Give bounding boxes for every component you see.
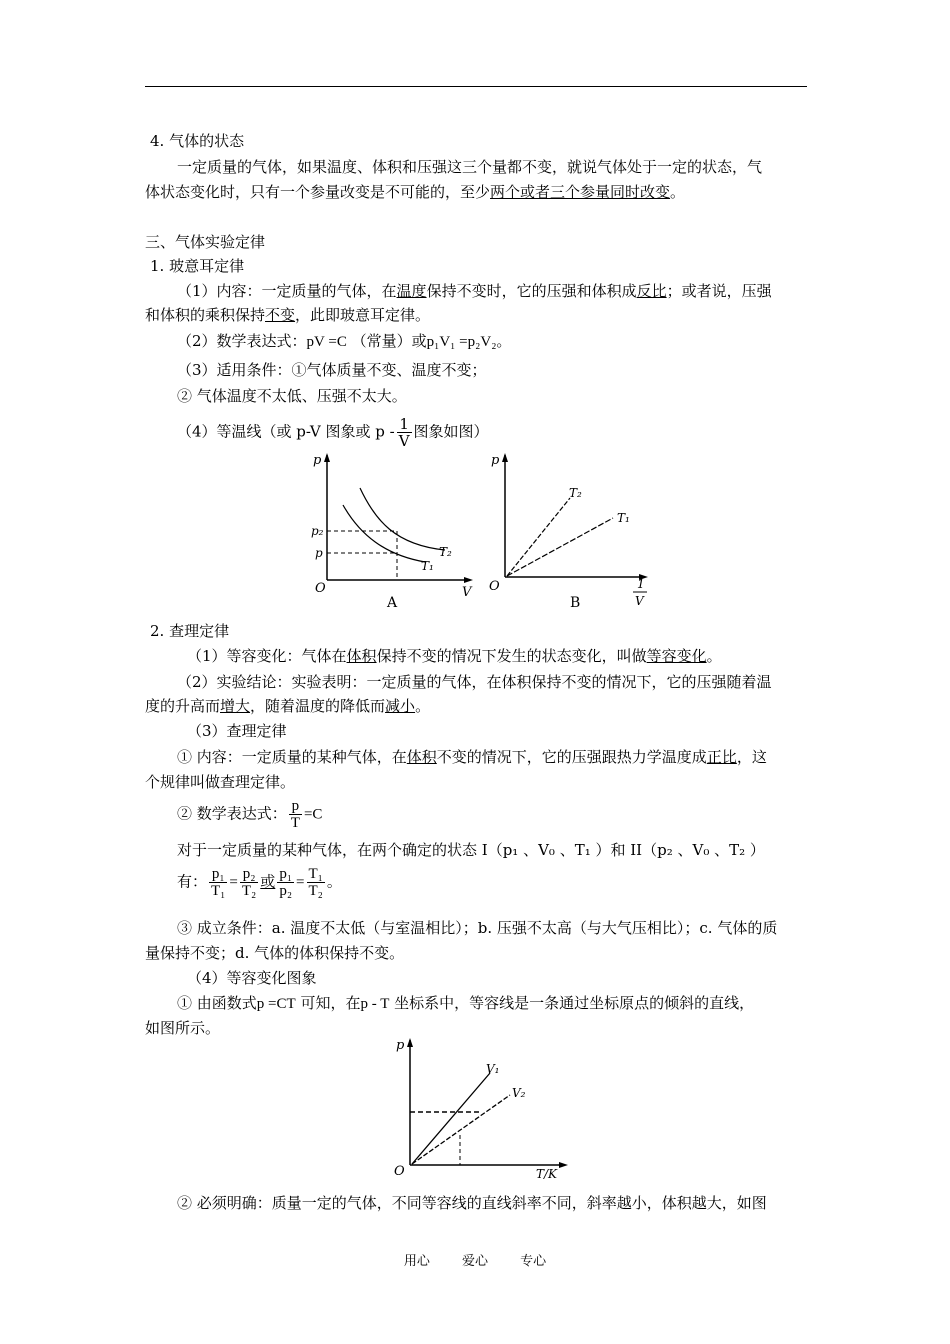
- boyle-title: 1. 玻意耳定律: [150, 257, 245, 275]
- figure-b-isotherms: [485, 450, 660, 615]
- charles-content-2: 个规律叫做查理定律。: [145, 773, 296, 791]
- boyle-formula-line: （2）数学表达式：pV =C （常量）或p₁V₁ =p₂V₂。: [177, 332, 512, 350]
- boyle-line-1: （1）内容：一定质量的气体，在温度保持不变时，它的压强和体积成反比；或者说，压强: [177, 282, 772, 300]
- charles-line-3: 度的升高而增大，随着温度的降低而减小。: [145, 697, 431, 715]
- boyle-conditions-2: ② 气体温度不太低、压强不太大。: [177, 387, 407, 405]
- header-rule: [145, 86, 807, 87]
- fig-c-origin: O: [394, 1164, 405, 1179]
- fig-b-y-label: p: [491, 453, 500, 468]
- footer-item: 爱心: [461, 1254, 488, 1269]
- fig-a-x-label: V: [462, 585, 472, 600]
- fig-b-caption: B: [570, 595, 581, 611]
- fig-c-v1: V₁: [486, 1062, 500, 1076]
- charles-ratio-formula: 有： $\frac{\text{p₁}}{\text{T₁}}$ = $\frac{\text{p₂}}{\text{T₂}}$ 或 $\frac{\text{p₁}}{\text{p₂}}$ = $\frac{\text{T₁}}{\text{T₂}}$ 。: [177, 866, 342, 899]
- figure-a-isotherms: [305, 450, 480, 615]
- charles-conditions-2: 量保持不变；d. 气体的体积保持不变。: [145, 944, 405, 962]
- fig-b-x-den: V: [635, 594, 644, 608]
- section-4-title: 4. 气体的状态: [150, 132, 245, 150]
- fig-b-origin: O: [489, 579, 500, 594]
- fig-a-t2: T₂: [439, 545, 452, 559]
- fig-c-x-label: T/K: [536, 1167, 558, 1181]
- isochore-line-1: ① 由函数式p =CT 可知，在p - T 坐标系中，等容线是一条通过坐标原点的倾斜的直线，: [177, 994, 755, 1012]
- charles-conditions-1: ③ 成立条件：a. 温度不太低（与室温相比）；b. 压强不太高（与大气压相比）；c. 气体的质: [177, 919, 778, 937]
- fig-b-t1: T₁: [617, 511, 630, 525]
- fig-a-origin: O: [315, 581, 326, 596]
- charles-line-2: （2）实验结论：实验表明：一定质量的气体，在体积保持不变的情况下，它的压强随着温: [177, 673, 772, 691]
- boyle-isotherm-line: （4）等温线（或 p-V 图象或 p - $\frac{1}{V}$ 图象如图）: [177, 415, 489, 450]
- boyle-conditions: （3）适用条件：①气体质量不变、温度不变；: [177, 361, 487, 379]
- s4-line-1: 一定质量的气体，如果温度、体积和压强这三个量都不变，就说气体处于一定的状态，气: [177, 158, 763, 176]
- charles-two-states: 对于一定质量的某种气体，在两个确定的状态 I（p₁ 、V₀ 、T₁ ）和 II（p₂ 、V₀ 、T₂ ）: [177, 841, 765, 859]
- charles-title: 2. 查理定律: [150, 622, 230, 640]
- isochore-line-2: 如图所示。: [145, 1019, 221, 1037]
- footer-item: 专心: [520, 1254, 547, 1269]
- s4-line-2: 体状态变化时，只有一个参量改变是不可能的，至少两个或者三个参量同时改变。: [145, 183, 686, 201]
- fig-b-x-num: 1: [637, 577, 645, 591]
- isochore-heading: （4）等容变化图象: [187, 969, 317, 987]
- section-3-title: 三、气体实验定律: [145, 233, 266, 251]
- fig-c-v2: V₂: [512, 1086, 526, 1100]
- fig-b-t2: T₂: [569, 486, 582, 500]
- fig-a-p: p: [315, 546, 323, 560]
- figure-c-isochores: [390, 1035, 580, 1185]
- fig-a-t1: T₁: [421, 559, 434, 573]
- fig-c-y-label: p: [396, 1038, 405, 1053]
- charles-content-1: ① 内容：一定质量的某种气体，在体积不变的情况下，它的压强跟热力学温度成正比，这: [177, 748, 767, 766]
- boyle-line-2: 和体积的乘积保持不变，此即玻意耳定律。: [145, 306, 431, 324]
- charles-line-1: （1）等容变化：气体在体积保持不变的情况下发生的状态变化，叫做等容变化。: [187, 647, 722, 665]
- footer-item: 用心: [403, 1254, 430, 1269]
- isochore-line-3: ② 必须明确：质量一定的气体，不同等容线的直线斜率不同，斜率越小，体积越大，如图: [177, 1194, 767, 1212]
- fig-a-p2: p₂: [311, 524, 324, 538]
- charles-law-heading: （3）查理定律: [187, 722, 287, 740]
- charles-formula: ② 数学表达式： $\frac{p}{T}$ =C: [177, 798, 323, 831]
- page-footer: [0, 1250, 950, 1269]
- fig-a-y-label: p: [313, 453, 322, 468]
- fig-a-caption: A: [387, 595, 398, 611]
